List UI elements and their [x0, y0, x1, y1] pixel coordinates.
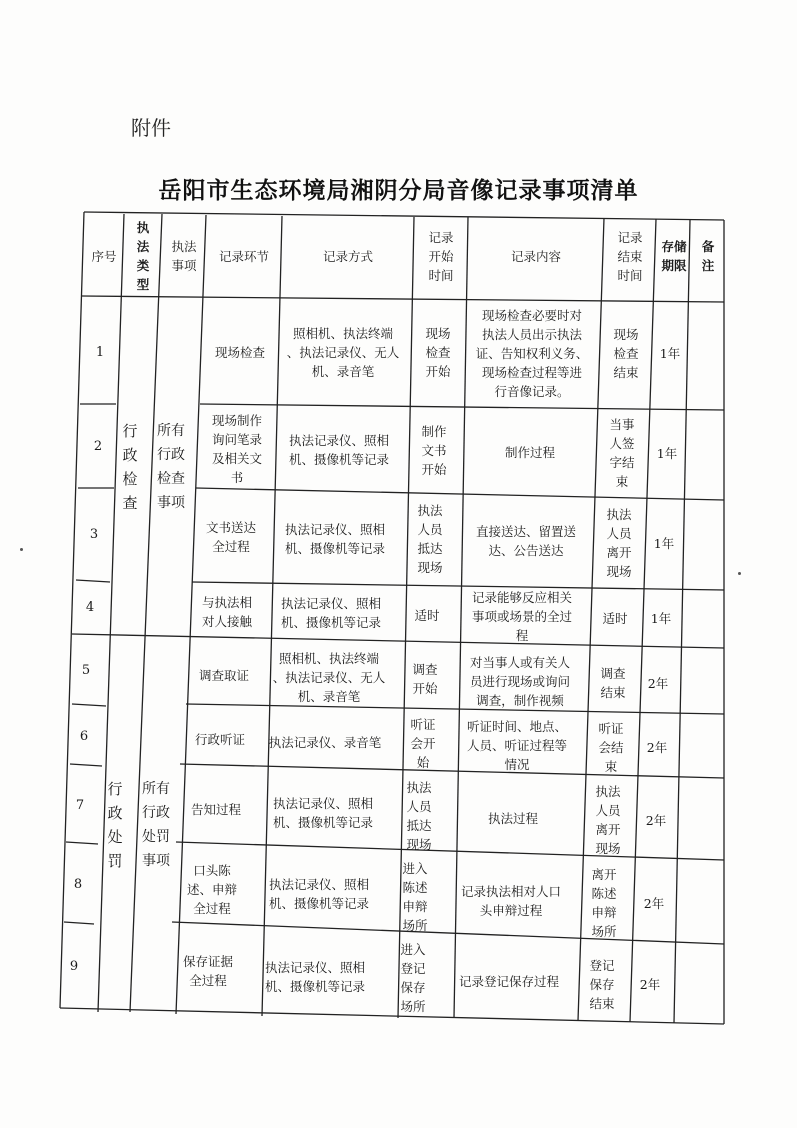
row-seq: 7: [75, 797, 85, 813]
row-method: 执法记录仪、照相 机、摄像机等记录: [280, 596, 381, 630]
row-storage: 2年: [645, 812, 667, 828]
row-method: 照相机、执法终端 、执法记录仪、无人 机、录音笔: [286, 325, 400, 379]
row-content: 听证时间、地点、 人员、听证过程等 情况: [466, 718, 567, 772]
row-stage: 行政听证: [194, 731, 245, 747]
header-start-time: 记录 开始 时间: [428, 229, 454, 283]
row-storage: 2年: [639, 976, 661, 992]
row-storage: 1年: [659, 345, 681, 361]
row-seq: 6: [79, 728, 89, 744]
row-storage: 2年: [647, 675, 669, 691]
row-stage: 告知过程: [190, 801, 241, 817]
row-end: 调查 结束: [600, 666, 626, 700]
row-storage: 2年: [646, 739, 668, 755]
row-remark: [684, 496, 722, 590]
group-item-inspection: 所有 行政 检查 事项: [157, 423, 185, 511]
scan-speck: [20, 548, 23, 551]
row-remark: [674, 944, 722, 1024]
row-start: 执法 人员 抵达 现场: [417, 503, 443, 575]
row-seq: 9: [69, 958, 79, 974]
row-seq: 1: [95, 344, 105, 360]
row-content: 记录能够反应相关 事项或场景的全过 程: [471, 589, 572, 643]
row-remark: [678, 778, 722, 862]
row-storage: 1年: [656, 445, 678, 461]
row-content: 制作过程: [504, 444, 555, 460]
row-content: 记录登记保存过程: [458, 973, 559, 989]
row-method: 执法记录仪、照相 机、摄像机等记录: [284, 522, 385, 556]
row-storage: 2年: [643, 895, 665, 911]
row-stage: 与执法相 对人接触: [201, 595, 252, 629]
row-stage: 文书送达 全过程: [205, 520, 256, 554]
row-remark: [680, 714, 722, 780]
row-end: 当事 人签 字结 束: [609, 417, 635, 489]
row-content: 直接送达、留置送 达、公告送达: [475, 524, 576, 558]
group-type-inspection: 行 政 检 查: [122, 422, 138, 512]
row-seq: 3: [89, 526, 99, 542]
row-start: 进入 陈述 申辩 场所: [402, 861, 428, 933]
row-start: 调查 开始: [412, 662, 438, 696]
header-record-method: 记录方式: [322, 248, 373, 264]
row-stage: 口头陈 述、申辩 全过程: [186, 862, 237, 916]
row-storage: 1年: [650, 610, 672, 626]
header-law-type: 执 法 类 型: [136, 220, 150, 292]
row-end: 听证 会结 束: [598, 720, 624, 774]
row-content: 记录执法相对人口 头申辩过程: [460, 884, 561, 918]
row-remark: [676, 860, 722, 946]
header-remark: 备 注: [701, 239, 715, 273]
row-end: 适时: [602, 610, 628, 626]
scan-speck: [738, 572, 741, 575]
row-remark: [690, 300, 722, 406]
row-remark: [688, 408, 722, 498]
row-start: 听证 会开 始: [410, 716, 436, 770]
row-content: 对当事人或有关人 员进行现场或询问 调查，制作视频: [469, 654, 570, 708]
header-law-item: 执法 事项: [171, 239, 197, 273]
row-start: 进入 登记 保存 场所: [400, 942, 426, 1014]
row-end: 执法 人员 离开 现场: [606, 507, 632, 579]
row-method: 执法记录仪、照相 机、摄像机等记录: [288, 433, 389, 467]
row-seq: 2: [93, 438, 103, 454]
row-seq: 5: [81, 662, 91, 678]
header-record-stage: 记录环节: [218, 248, 269, 264]
row-stage: 调查取证: [198, 667, 249, 683]
row-stage: 现场检查: [214, 344, 265, 360]
group-item-penalty: 所有 行政 处罚 事项: [142, 781, 170, 869]
row-end: 执法 人员 离开 现场: [595, 784, 621, 856]
row-start: 制作 文书 开始: [421, 423, 447, 477]
group-type-penalty: 行 政 处 罚: [107, 780, 123, 870]
row-method: 执法记录仪、录音笔: [268, 734, 382, 750]
document-title: 岳阳市生态环境局湘阴分局音像记录事项清单: [158, 177, 639, 204]
header-seq: 序号: [91, 248, 117, 264]
attachment-label: 附件: [131, 116, 171, 140]
row-end: 现场 检查 结束: [613, 326, 639, 380]
row-seq: 8: [73, 876, 83, 892]
row-method: 执法记录仪、照相 机、摄像机等记录: [268, 877, 369, 911]
row-storage: 1年: [653, 535, 675, 551]
row-method: 执法记录仪、照相 机、摄像机等记录: [264, 960, 365, 994]
row-seq: 4: [85, 599, 95, 615]
row-remark: [682, 588, 722, 648]
header-record-content: 记录内容: [510, 248, 561, 264]
row-content: 执法过程: [487, 810, 538, 826]
row-end: 登记 保存 结束: [589, 957, 615, 1011]
row-method: 照相机、执法终端 、执法记录仪、无人 机、录音笔: [272, 650, 386, 704]
row-remark: [680, 648, 722, 718]
row-stage: 现场制作 询问笔录 及相关文 书: [211, 413, 262, 485]
header-end-time: 记录 结束 时间: [617, 229, 643, 283]
row-start: 现场 检查 开始: [425, 325, 451, 379]
row-content: 现场检查必要时对 执法人员出示执法 证、告知权利义务、 现场检查过程等进 行音像记录。: [475, 307, 589, 399]
row-method: 执法记录仪、照相 机、摄像机等记录: [272, 796, 373, 830]
row-start: 执法 人员 抵达 现场: [406, 780, 432, 852]
row-stage: 保存证据 全过程: [182, 954, 233, 988]
header-storage: 存储 期限: [661, 239, 687, 273]
row-start: 适时: [414, 607, 440, 623]
row-end: 离开 陈述 申辩 场所: [591, 867, 617, 939]
